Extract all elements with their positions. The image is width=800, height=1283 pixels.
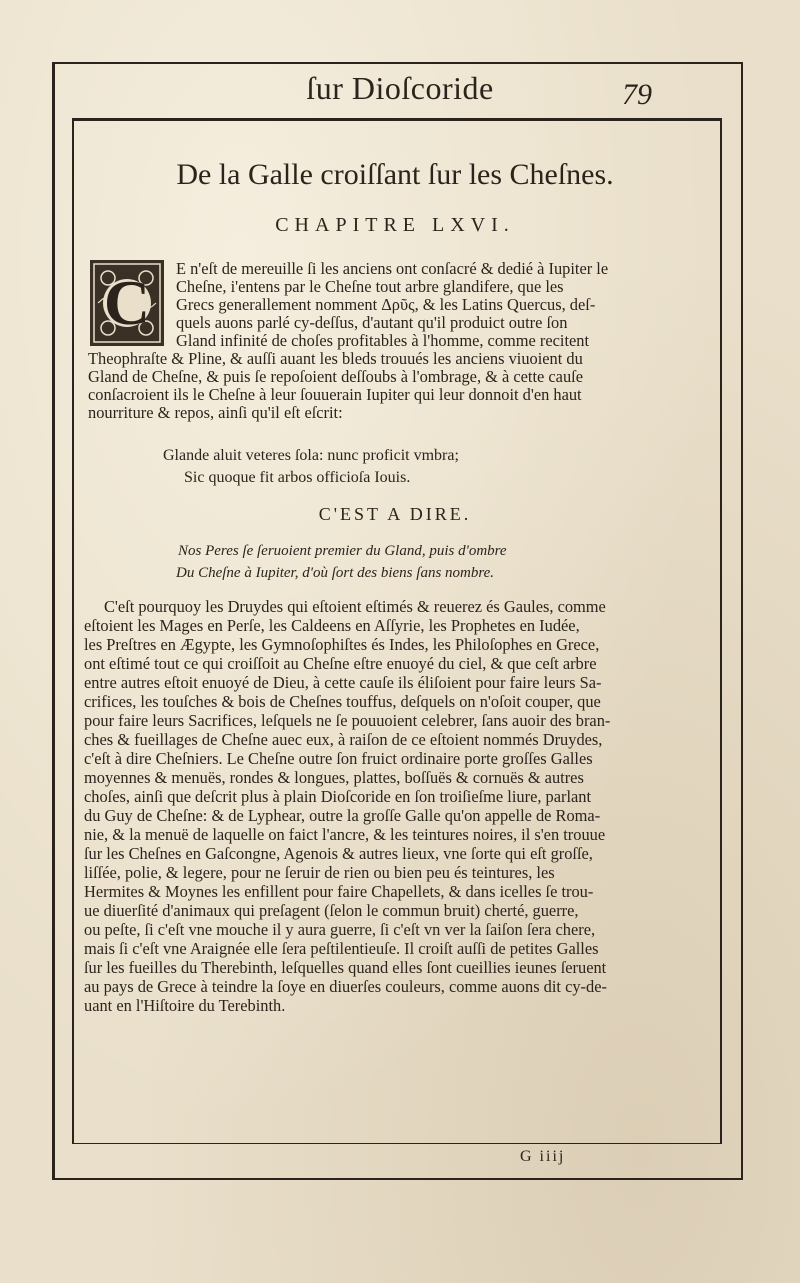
text-line: E n'eſt de mereuille ſi les anciens ont conſacré & dedié à Iupiter le (176, 259, 609, 278)
verse-line: Nos Peres ſe ſeruoient premier du Gland, puis d'ombre (178, 543, 507, 559)
text-line: ches & fueillages de Cheſne auec eux, à raiſon de ce eſtoient nommés Druydes, (84, 730, 603, 749)
signature-mark: G iiij (520, 1148, 566, 1165)
text-line: crifices, les touſches & bois de Cheſnes touffus, deſquels on n'oſoit couper, que (84, 692, 601, 711)
section-subhead: C'EST A DIRE. (318, 504, 472, 524)
verse-line: Du Cheſne à Iupiter, d'où ſort des biens ſans nombre. (176, 565, 495, 581)
latin-quote-line: Sic quoque fit arbos officioſa Iouis. (184, 469, 411, 486)
text-line: du Guy de Cheſne: & de Lyphear, outre la groſſe Galle qu'on appelle de Roma- (84, 806, 601, 825)
chapter-number: CHAPITRE LXVI. (275, 214, 515, 236)
chapter-title: De la Galle croiſſant ſur les Cheſnes. (176, 158, 614, 191)
text-line: uant en l'Hiſtoire du Terebinth. (84, 996, 286, 1015)
text-line: les Preſtres en Ægypte, les Gymnoſophiſtes és Indes, les Philoſophes en Grece, (84, 635, 600, 654)
text-line: pour faire leurs Sacrifices, leſquels ne ſe pouuoient celebrer, ſans auoir des bran- (84, 711, 611, 730)
text-line: moyennes & menuës, rondes & longues, plattes, boſſuës & cornuës & autres (84, 768, 584, 787)
text-line: Gland infinité de choſes profitables à l'homme, comme recitent (176, 331, 590, 350)
text-line: ou peſte, ſi c'eſt vne mouche il y aura guerre, ſi c'eſt vn ver la ſaiſon ſera chere, (84, 920, 596, 939)
ornamental-initial (88, 258, 166, 348)
text-line: Gland de Cheſne, & puis ſe repoſoient deſſoubs à l'ombrage, & à cette cauſe (88, 367, 583, 386)
text-line: C'eſt pourquoy les Druydes qui eſtoient eſtimés & reuerez és Gaules, comme (104, 597, 606, 616)
text-line: nie, & la menuë de laquelle on faict l'ancre, & les teintures noires, il s'en trouue (84, 825, 606, 844)
text-line: ue diuerſité d'animaux qui preſagent (ſelon le commun bruit) cherté, guerre, (84, 901, 579, 920)
running-title: ſur Dioſcoride (306, 70, 494, 106)
latin-quote-line: Glande aluit veteres ſola: nunc proficit vmbra; (163, 447, 459, 464)
text-line: c'eſt à dire Cheſniers. Le Cheſne outre ſon fruict ordinaire porte groſſes Galles (84, 749, 593, 768)
text-line: Cheſne, i'entens par le Cheſne tout arbre glandifere, que les (176, 277, 564, 296)
text-line: Theophraſte & Pline, & auſſi auant les bleds trouués les anciens viuoient du (88, 349, 583, 368)
text-line: liſſée, polie, & legere, pour ne ſeruir de rien ou bien peu és teintures, les (84, 863, 555, 882)
text-line: Hermites & Moynes les enfillent pour faire Chapellets, & dans icelles ſe trou- (84, 882, 594, 901)
text-line: ont eſtimé tout ce qui croiſſoit au Cheſne eſtre enuoyé du ciel, & que ceſt arbre (84, 654, 597, 673)
text-line: mais ſi c'eſt vne Araignée elle ſera peſtilentieuſe. Il croiſt auſſi de petites Galles (84, 939, 599, 958)
text-line: ſur les fueilles du Therebinth, leſquelles quand elles ſont cueillies ieunes ſeruent (84, 958, 607, 977)
text-line: entre autres eſtoit enuoyé de Dieu, à cette cauſe ils éliſoient pour faire leurs Sa- (84, 673, 602, 692)
text-line: conſacroient ils le Cheſne à leur ſouuerain Iupiter qui leur donnoit d'en haut (88, 385, 582, 404)
text-line: choſes, ainſi que deſcrit plus à plain Dioſcoride en ſon troiſieſme liure, parlant (84, 787, 592, 806)
text-line: eſtoient les Mages en Perſe, les Caldeens en Aſſyrie, les Prophetes en Iudée, (84, 616, 580, 635)
text-line: Grecs generallement nomment Δρῦς, & les Latins Quercus, deſ- (176, 295, 596, 314)
text-line: nourriture & repos, ainſi qu'il eſt eſcrit: (88, 403, 343, 422)
page-number: 79 (622, 78, 652, 111)
initial-letter: C (103, 267, 151, 338)
text-line: au pays de Grece à teindre la ſoye en diuerſes couleurs, comme auons dit cy-de- (84, 977, 607, 996)
text-line: quels auons parlé cy-deſſus, d'autant qu'il produict outre ſon (176, 313, 568, 332)
text-line: ſur les Cheſnes en Gaſcongne, Agenois & autres lieux, vne ſorte qui eſt groſſe, (84, 844, 593, 863)
